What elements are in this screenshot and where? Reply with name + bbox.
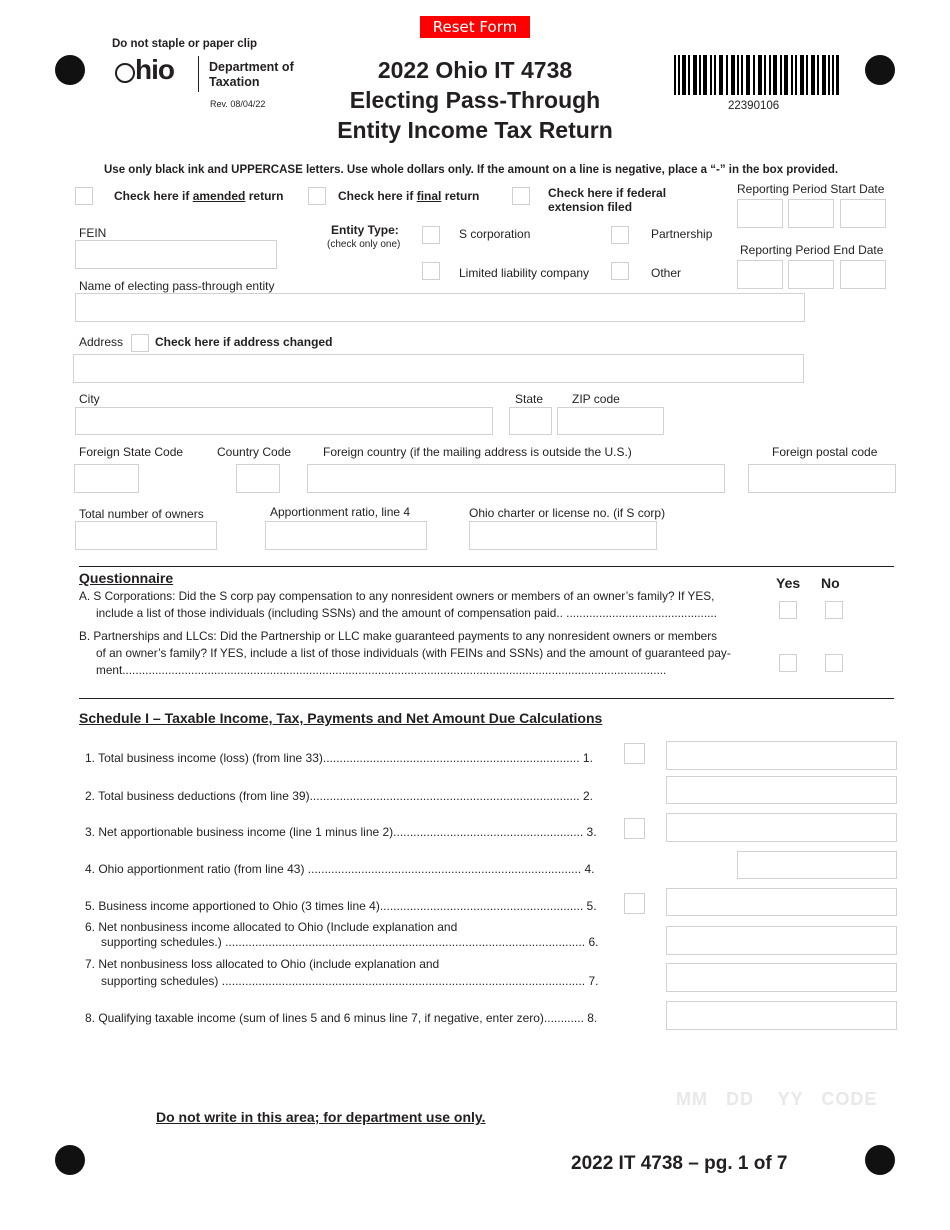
dept-line2: Taxation [209,75,260,89]
zip-label: ZIP code [572,392,620,406]
instructions: Use only black ink and UPPERCASE letters. Use whole dollars only. If the amount on a line is negative, place a “-” in the box provided. [104,164,839,176]
apportionment-label: Apportionment ratio, line 4 [270,505,411,519]
address-label: Address [79,335,124,349]
foreign-postal-label: Foreign postal code [772,445,878,459]
country-code-input[interactable] [236,464,280,493]
department-use-note: Do not write in this area; for department use only. [156,1109,486,1125]
question-a-no-checkbox[interactable] [825,601,843,619]
foreign-state-code-input[interactable] [74,464,139,493]
foreign-country-input[interactable] [307,464,725,493]
question-a-line1: A. S Corporations: Did the S corp pay compensation to any nonresident owners or members of an owner’s family? If YES, [79,589,715,603]
ohio-logo-o-icon [115,61,135,85]
amended-label: Check here if amended return [114,189,284,203]
title-line2: Electing Pass-Through [349,87,601,113]
line-8-text: 8. Qualifying taxable income (sum of lines 5 and 6 minus line 7, if negative, enter zero)............ 8. [85,1011,598,1025]
line-5-negative-checkbox[interactable] [624,893,645,914]
line-3-text: 3. Net apportionable business income (line 1 minus line 2)......................................................... 3. [85,825,597,839]
foreign-state-code-label: Foreign State Code [79,445,184,459]
address-changed-label: Check here if address changed [155,335,333,349]
other-checkbox[interactable] [611,262,629,280]
country-code-label: Country Code [217,445,292,459]
federal-extension-label-2: extension filed [548,200,633,214]
department-date-code: MM DD YY CODE [676,1089,878,1109]
start-year-input[interactable] [840,199,886,228]
barcode [674,55,839,95]
schedule-title: Schedule I – Taxable Income, Tax, Payments and Net Amount Due Calculations [79,710,603,726]
question-b-yes-checkbox[interactable] [779,654,797,672]
question-b-line3: ment...................................................................................................................................................................... [96,663,667,677]
foreign-country-label: Foreign country (if the mailing address is outside the U.S.) [323,445,632,459]
start-day-input[interactable] [788,199,834,228]
staple-note: Do not staple or paper clip [112,38,258,50]
end-year-input[interactable] [840,260,886,289]
line-2-amount-input[interactable] [666,776,897,804]
yes-header: Yes [776,575,801,591]
fein-label: FEIN [79,226,107,240]
address-changed-checkbox[interactable] [131,334,149,352]
registration-mark-bottom-left [55,1145,85,1175]
reset-form-button[interactable]: Reset Form [420,16,530,38]
entity-type-sub: (check only one) [327,239,401,250]
other-label: Other [651,266,682,280]
state-input[interactable] [509,407,552,435]
charter-label: Ohio charter or license no. (if S corp) [469,506,666,520]
start-month-input[interactable] [737,199,783,228]
logo-divider [198,56,199,92]
line-4-text: 4. Ohio apportionment ratio (from line 43) .................................................................................. 4. [85,862,595,876]
line-3-negative-checkbox[interactable] [624,818,645,839]
line-2-text: 2. Total business deductions (from line 39)................................................................................. 2. [85,789,593,803]
amended-checkbox[interactable] [75,187,93,205]
dept-line1: Department of [209,60,294,74]
charter-input[interactable] [469,521,657,550]
question-b-line2: of an owner’s family? If YES, include a list of those individuals (with FEINs and SSNs) and the amount of guaranteed pay- [96,646,731,660]
title-line3: Entity Income Tax Return [337,117,613,143]
revision-date: Rev. 08/04/22 [210,99,266,109]
line-7-text-1: 7. Net nonbusiness loss allocated to Ohio (include explanation and [85,957,440,971]
line-6-amount-input[interactable] [666,926,897,955]
fein-input[interactable] [75,240,277,269]
question-a-line2: include a list of those individuals (including SSNs) and the amount of compensation paid.. .............................................. [96,606,717,620]
apportionment-input[interactable] [265,521,427,550]
reporting-start-label: Reporting Period Start Date [737,182,885,196]
llc-checkbox[interactable] [422,262,440,280]
end-day-input[interactable] [788,260,834,289]
llc-label: Limited liability company [459,266,590,280]
s-corp-label: S corporation [459,227,531,241]
reporting-end-label: Reporting Period End Date [740,243,884,257]
line-1-negative-checkbox[interactable] [624,743,645,764]
address-input[interactable] [73,354,804,383]
line-7-text-2: supporting schedules) ............................................................................................................. 7. [101,974,599,988]
line-8-amount-input[interactable] [666,1001,897,1030]
title-line1: 2022 Ohio IT 4738 [377,57,573,83]
ohio-logo [113,56,193,90]
state-label: State [515,392,544,406]
owners-input[interactable] [75,521,217,550]
zip-input[interactable] [557,407,664,435]
questionnaire-bottom-rule [79,698,894,699]
questionnaire-title: Questionnaire [79,570,174,586]
partnership-label: Partnership [651,227,713,241]
final-label: Check here if final return [338,189,480,203]
question-a-yes-checkbox[interactable] [779,601,797,619]
line-1-text: 1. Total business income (loss) (from line 33)............................................................................. 1. [85,751,593,765]
registration-mark-top-left [55,55,85,85]
line-1-amount-input[interactable] [666,741,897,770]
line-5-amount-input[interactable] [666,888,897,916]
city-input[interactable] [75,407,493,435]
registration-mark-top-right [865,55,895,85]
line-7-amount-input[interactable] [666,963,897,992]
line-6-text-1: 6. Net nonbusiness income allocated to Ohio (Include explanation and [85,920,458,934]
line-4-amount-input[interactable] [737,851,897,879]
federal-extension-checkbox[interactable] [512,187,530,205]
questionnaire-top-rule [79,566,894,567]
s-corp-checkbox[interactable] [422,226,440,244]
registration-mark-bottom-right [865,1145,895,1175]
ohio-logo-text: hio [135,54,174,85]
end-month-input[interactable] [737,260,783,289]
line-6-text-2: supporting schedules.) ............................................................................................................ 6. [101,935,599,949]
entity-type-label: Entity Type: [331,223,399,237]
federal-extension-label-1: Check here if federal [548,186,667,200]
entity-name-input[interactable] [75,293,805,322]
form-title [300,55,650,145]
final-checkbox[interactable] [308,187,326,205]
city-label: City [79,392,100,406]
no-header: No [821,575,840,591]
entity-name-label: Name of electing pass-through entity [79,279,275,293]
barcode-number: 22390106 [728,100,780,112]
line-3-amount-input[interactable] [666,813,897,842]
question-b-no-checkbox[interactable] [825,654,843,672]
question-b-line1: B. Partnerships and LLCs: Did the Partnership or LLC make guaranteed payments to any nonresident owners or members [79,629,718,643]
foreign-postal-input[interactable] [748,464,896,493]
line-5-text: 5. Business income apportioned to Ohio (3 times line 4)............................................................. 5. [85,899,597,913]
owners-label: Total number of owners [79,507,204,521]
page-footer: 2022 IT 4738 – pg. 1 of 7 [571,1153,788,1174]
partnership-checkbox[interactable] [611,226,629,244]
